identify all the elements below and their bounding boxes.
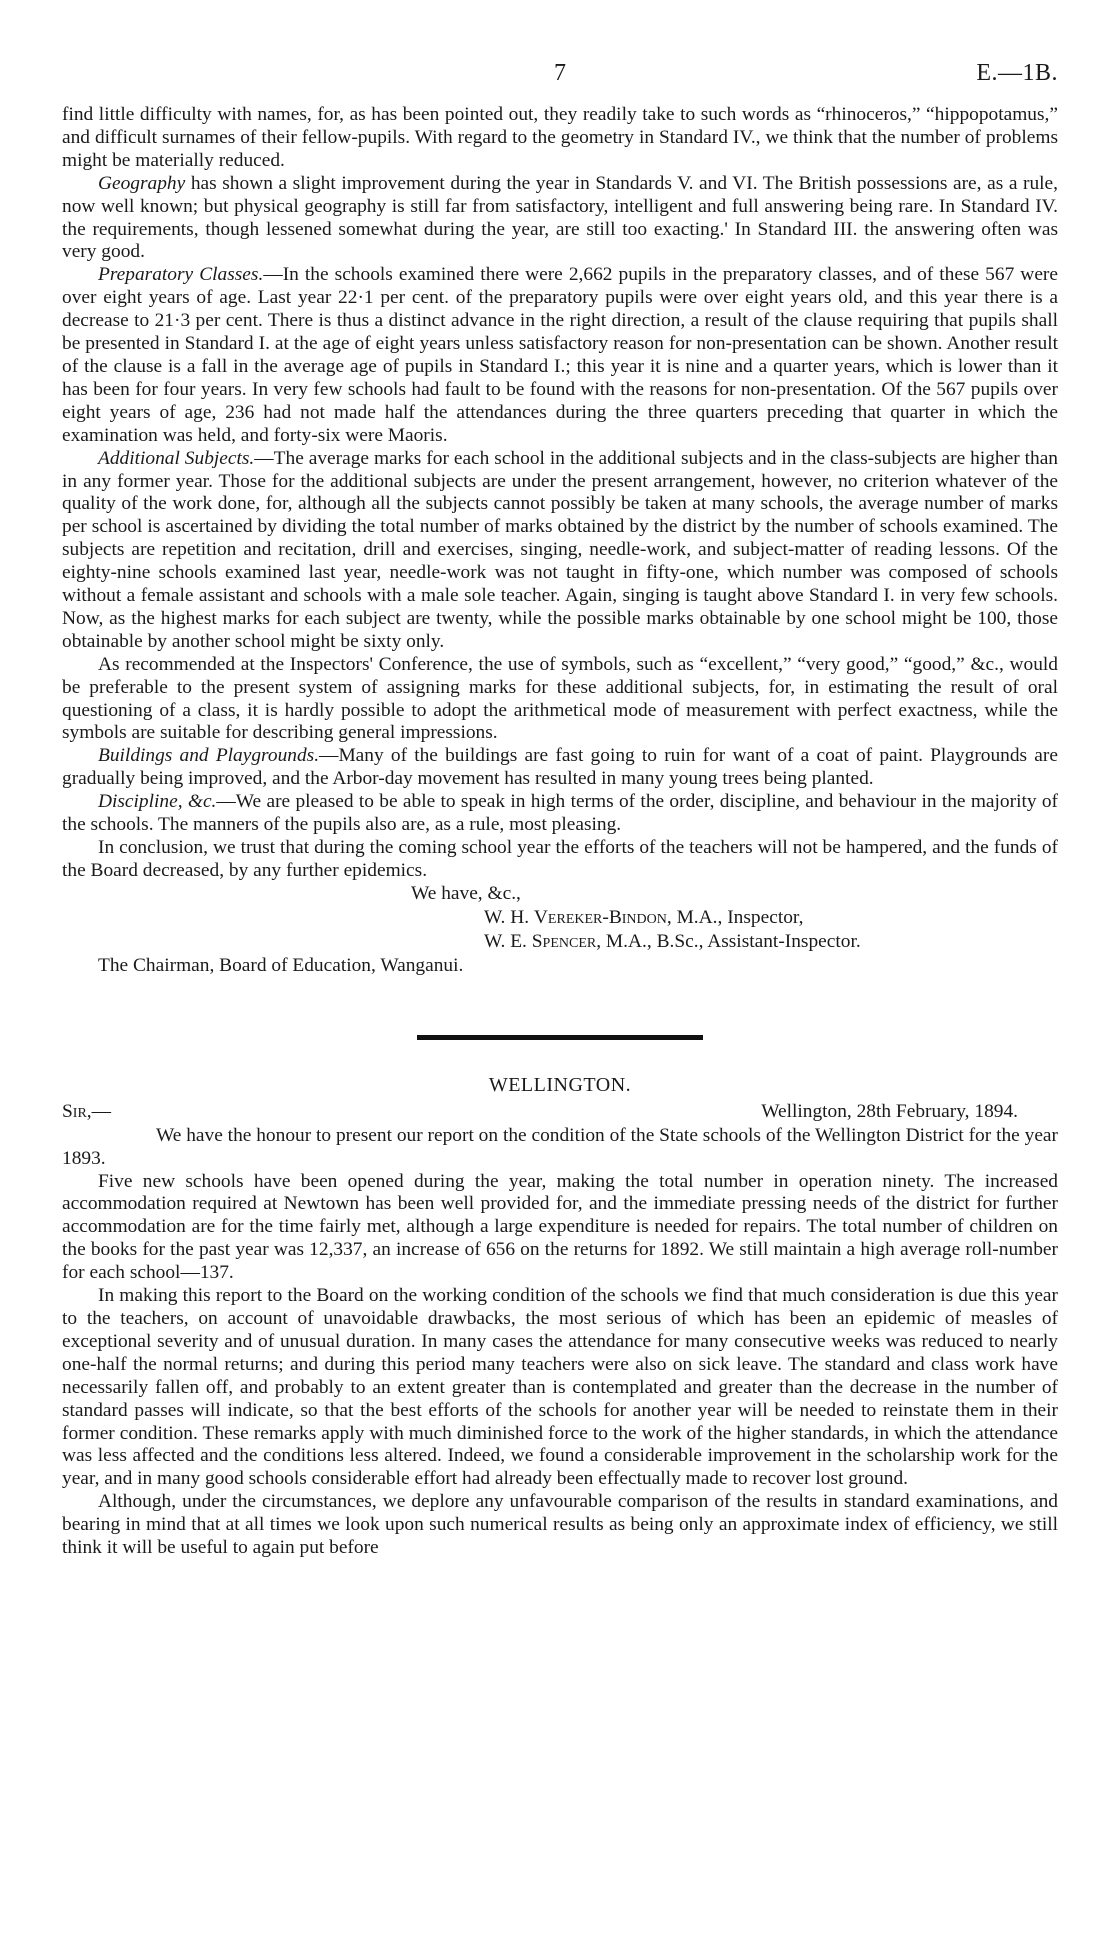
document-reference: E.—1B.: [976, 60, 1058, 86]
page-header: [62, 60, 1058, 100]
additional-text: —The average marks for each school in the additional subjects and in the class-subjects are higher than in any former year. Those for the additional subjects are under the present arrangement, however, no criterion whatever of the quality of the work done, for, although all the subjects cannot possibly be taken at many schools, the average number of marks per school is ascertained by dividing the total number of marks obtained by the district by the number of schools examined. The subjects are repetition and recitation, drill and exercises, singing, needle-work, and subject-matter of reading lessons. Of the eighty-nine schools examined last year, needle-work was not taught in fifty-one, which number was composed of schools without a female assistant and schools with a male sole teacher. Again, singing is taught above Standard I. in very few schools. Now, as the highest marks for each subject are twenty, while the possible marks obtainable by one school might be 100, those obtainable by another school might be sixty only.: [62, 447, 1059, 652]
signer1-name: Vereker-Bindon: [533, 906, 667, 928]
geography-text: has shown a slight improvement during the year in Standards V. and VI. The British possessions are, as a rule, now well known; but physical geography is still far from satisfactory, intelligent and full answering being rare. In Standard IV. the requirements, though lessened somewhat during the year, are still too exacting.' In Standard III. the answering often was very good.: [62, 172, 1058, 263]
paragraph-geography: [62, 173, 1058, 265]
discipline-heading: Discipline, &c.: [98, 791, 217, 813]
discipline-text: —We are pleased to be able to speak in high terms of the order, discipline, and behaviour in the majority of the schools. The manners of the pupils also are, as a rule, most pleasing.: [62, 791, 1059, 836]
salutation: Sir,—: [62, 1100, 112, 1122]
paragraph-condition: In making this report to the Board on the working condition of the schools we find that much consideration is due this year to the teachers, on account of unavoidable drawbacks, the most serious of which has been an epidemic of measles of exceptional severity and of unusual duration. In many cases the attendance for many consecutive weeks was reduced to nearly one-half the normal returns; and during this period many teachers were also on sick leave. The standard and class work have necessarily fallen off, and probably to an extent greater than is contemplated and greater than the decrease in the number of standard passes will indicate, so that the best efforts of the schools for another year will be needed to reinstate them in their former condition. These remarks apply with much diminished force to the work of the higher standards, in which the attendance was less affected and the conditions less altered. Indeed, we found a considerable improvement in the scholarship work for the year, and in many good schools considerable effort had already been effectually made to recover lost ground.: [62, 1285, 1058, 1490]
buildings-text: —Many of the buildings are fast going to ruin for want of a coat of paint. Playgrounds are gradually being improved, and the Arbor-day movement has resulted in many young trees being planted.: [62, 745, 1058, 790]
paragraph-buildings: [62, 745, 1058, 791]
paragraph-discipline: [62, 791, 1058, 837]
paragraph-conclusion: In conclusion, we trust that during the coming school year the efforts of the teachers will not be hampered, and the funds of the Board decreased, by any further epidemics.: [62, 837, 1058, 881]
preparatory-heading: Preparatory Classes.: [98, 264, 264, 286]
paragraph-preparatory-classes: [62, 264, 1058, 447]
paragraph-names: find little difficulty with names, for, as has been pointed out, they readily take to such words as “rhinoceros,” “hippopotamus,” and difficult surnames of their fellow-pupils. With regard to the geometry in Standard IV., we think that the number of problems might be materially reduced.: [62, 104, 1058, 171]
document-page: [62, 60, 1058, 1560]
paragraph-although: Although, under the circumstances, we deplore any unfavourable comparison of the results in standard examinations, and bearing in mind that at all times we look upon such numerical results as being only an approximate index of efficiency, we still think it will be useful to again put before: [62, 1491, 1058, 1559]
geography-heading: Geography: [98, 172, 186, 194]
section-title-wellington: WELLINGTON.: [488, 1073, 632, 1096]
paragraph-additional-subjects: [62, 448, 1058, 654]
page-number: 7: [554, 60, 566, 86]
salutation-row: [62, 1101, 1058, 1125]
signature-inspector: W. H. Vereker-Bindon, M.A., Inspector,: [484, 906, 804, 928]
buildings-heading: Buildings and Playgrounds.: [98, 745, 320, 767]
paragraph-symbols: As recommended at the Inspectors' Conference, the use of symbols, such as “excellent,” “very good,” “good,” &c., would be preferable to the present system of assigning marks for these additional subjects, for, in estimating the result of oral questioning of a class, it is hardly possible to adopt the arithmetical mode of measurement with perfect exactness, while the symbols are suitable for describing general impressions.: [62, 653, 1058, 744]
signer2-name: Spencer: [531, 930, 597, 952]
paragraph-intro: We have the honour to present our report on the condition of the State schools of the Wellington District for the year 1893.: [62, 1124, 1058, 1169]
paragraph-schools: Five new schools have been opened during the year, making the total number in operation ninety. The increased accommodation required at Newtown has been well provided for, and the immediate pressing needs of the district for further accommodation are for the time fairly met, although a large expenditure is needed for repairs. The total number of children on the books for the past year was 12,337, an increase of 656 on the returns for 1892. We still maintain a high average roll-number for each school—137.: [62, 1170, 1058, 1284]
addressee: The Chairman, Board of Education, Wanganui.: [98, 954, 464, 976]
additional-heading: Additional Subjects.: [98, 447, 255, 469]
dateline: Wellington, 28th February, 1894.: [761, 1100, 1018, 1122]
preparatory-text: —In the schools examined there were 2,662 pupils in the preparatory classes, and of these 567 were over eight years of age. Last year 22·1 per cent. of the preparatory pupils were over eight years old, and this year there is a decrease to 21·3 per cent. There is thus a distinct advance in the right direction, a result of the clause requiring that pupils shall be presented in Standard I. at the age of eight years unless satisfactory reason for non-presentation can be shown. Another result of the clause is a fall in the average age of pupils in Standard I.; this year it is nine and a quarter years, which is lower than it has been for four years. In very few schools had fault to be found with the reasons for non-presentation. Of the 567 pupils over eight years of age, 236 had not made half the attendances during the three quarters preceding that quarter in which the examination was held, and forty-six were Maoris.: [62, 264, 1058, 446]
section-divider: [417, 1035, 703, 1040]
closing-block: [62, 883, 1058, 1003]
closing-we-have: We have, &c.,: [411, 882, 521, 904]
signature-assistant-inspector: W. E. Spencer, M.A., B.Sc., Assistant-Inspector.: [484, 930, 861, 952]
